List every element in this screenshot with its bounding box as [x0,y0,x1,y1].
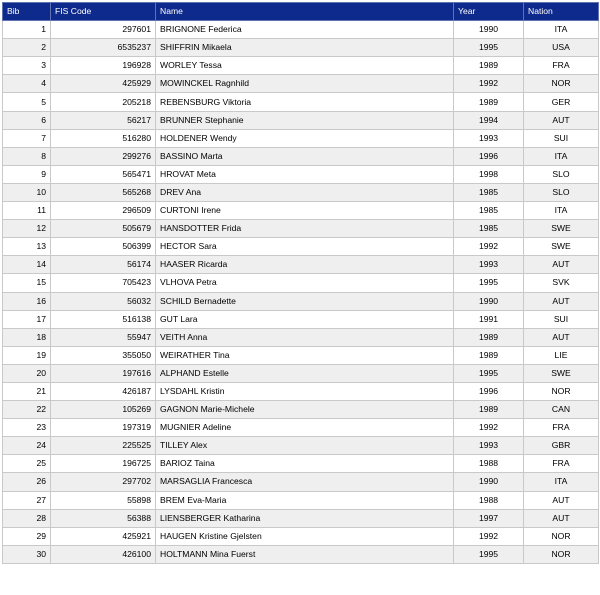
cell-nation: AUT [524,111,599,129]
cell-fis-code: 197319 [51,419,156,437]
cell-name: VEITH Anna [156,328,454,346]
cell-fis-code: 425921 [51,527,156,545]
table-row[interactable] [3,382,599,400]
cell-year: 1985 [454,202,524,220]
cell-fis-code: 197616 [51,364,156,382]
cell-fis-code: 56174 [51,256,156,274]
cell-nation: SVK [524,274,599,292]
cell-name: HOLDENER Wendy [156,129,454,147]
start-list-container [2,2,598,564]
cell-year: 1992 [454,419,524,437]
table-row[interactable] [3,75,599,93]
cell-fis-code: 55898 [51,491,156,509]
cell-fis-code: 565268 [51,183,156,201]
cell-name: HROVAT Meta [156,165,454,183]
cell-bib: 26 [3,473,51,491]
cell-year: 1995 [454,39,524,57]
table-row[interactable] [3,455,599,473]
cell-nation: SUI [524,129,599,147]
cell-name: BRIGNONE Federica [156,21,454,39]
cell-fis-code: 705423 [51,274,156,292]
cell-nation: NOR [524,527,599,545]
cell-year: 1995 [454,364,524,382]
cell-year: 1988 [454,455,524,473]
table-row[interactable] [3,238,599,256]
cell-name: MOWINCKEL Ragnhild [156,75,454,93]
cell-bib: 17 [3,310,51,328]
cell-name: DREV Ana [156,183,454,201]
cell-name: GAGNON Marie-Michele [156,401,454,419]
cell-nation: SWE [524,220,599,238]
cell-year: 1992 [454,527,524,545]
cell-name: BREM Eva-Maria [156,491,454,509]
cell-year: 1992 [454,75,524,93]
table-row[interactable] [3,419,599,437]
cell-fis-code: 565471 [51,165,156,183]
cell-nation: CAN [524,401,599,419]
table-row[interactable] [3,274,599,292]
cell-name: WEIRATHER Tina [156,346,454,364]
cell-bib: 4 [3,75,51,93]
cell-name: BASSINO Marta [156,147,454,165]
table-row[interactable] [3,401,599,419]
cell-year: 1989 [454,93,524,111]
cell-bib: 1 [3,21,51,39]
cell-bib: 14 [3,256,51,274]
cell-name: HOLTMANN Mina Fuerst [156,545,454,563]
table-row[interactable] [3,165,599,183]
cell-bib: 15 [3,274,51,292]
cell-bib: 23 [3,419,51,437]
cell-bib: 12 [3,220,51,238]
cell-fis-code: 506399 [51,238,156,256]
table-row[interactable] [3,473,599,491]
table-row[interactable] [3,202,599,220]
cell-name: BRUNNER Stephanie [156,111,454,129]
table-row[interactable] [3,491,599,509]
cell-fis-code: 205218 [51,93,156,111]
cell-year: 1989 [454,401,524,419]
cell-bib: 24 [3,437,51,455]
cell-fis-code: 426100 [51,545,156,563]
cell-nation: USA [524,39,599,57]
cell-nation: SWE [524,238,599,256]
cell-bib: 5 [3,93,51,111]
cell-name: WORLEY Tessa [156,57,454,75]
cell-fis-code: 297702 [51,473,156,491]
cell-nation: FRA [524,57,599,75]
table-body [3,21,599,564]
cell-nation: NOR [524,545,599,563]
cell-fis-code: 299276 [51,147,156,165]
start-list-table [2,2,599,564]
cell-year: 1997 [454,509,524,527]
cell-fis-code: 516280 [51,129,156,147]
cell-year: 1995 [454,274,524,292]
cell-nation: FRA [524,455,599,473]
table-row[interactable] [3,93,599,111]
cell-name: MUGNIER Adeline [156,419,454,437]
table-row[interactable] [3,527,599,545]
table-row[interactable] [3,57,599,75]
cell-name: HAASER Ricarda [156,256,454,274]
column-header-year[interactable]: Year [454,3,524,21]
cell-nation: AUT [524,328,599,346]
cell-nation: AUT [524,491,599,509]
cell-name: BARIOZ Taina [156,455,454,473]
cell-nation: SLO [524,183,599,201]
cell-nation: LIE [524,346,599,364]
cell-bib: 16 [3,292,51,310]
cell-year: 1989 [454,57,524,75]
cell-fis-code: 56388 [51,509,156,527]
table-row[interactable] [3,346,599,364]
cell-nation: AUT [524,256,599,274]
table-row[interactable] [3,220,599,238]
cell-year: 1989 [454,328,524,346]
table-row[interactable] [3,111,599,129]
cell-year: 1991 [454,310,524,328]
cell-name: SCHILD Bernadette [156,292,454,310]
cell-fis-code: 355050 [51,346,156,364]
cell-name: MARSAGLIA Francesca [156,473,454,491]
column-header-nation[interactable]: Nation [524,3,599,21]
cell-year: 1993 [454,256,524,274]
table-row[interactable] [3,183,599,201]
cell-name: VLHOVA Petra [156,274,454,292]
cell-year: 1993 [454,437,524,455]
column-header-bib[interactable]: Bib [3,3,51,21]
cell-bib: 2 [3,39,51,57]
cell-nation: ITA [524,202,599,220]
cell-year: 1990 [454,473,524,491]
cell-fis-code: 296509 [51,202,156,220]
cell-name: LYSDAHL Kristin [156,382,454,400]
cell-fis-code: 56032 [51,292,156,310]
cell-fis-code: 196928 [51,57,156,75]
cell-name: LIENSBERGER Katharina [156,509,454,527]
table-row[interactable] [3,509,599,527]
cell-name: REBENSBURG Viktoria [156,93,454,111]
cell-bib: 20 [3,364,51,382]
table-row[interactable] [3,310,599,328]
cell-nation: NOR [524,75,599,93]
table-row[interactable] [3,292,599,310]
column-header-fis-code[interactable]: FIS Code [51,3,156,21]
column-header-name[interactable]: Name [156,3,454,21]
cell-fis-code: 105269 [51,401,156,419]
cell-year: 1989 [454,346,524,364]
cell-year: 1990 [454,292,524,310]
cell-bib: 11 [3,202,51,220]
cell-nation: ITA [524,21,599,39]
cell-name: HECTOR Sara [156,238,454,256]
cell-bib: 10 [3,183,51,201]
cell-fis-code: 297601 [51,21,156,39]
cell-name: CURTONI Irene [156,202,454,220]
cell-nation: AUT [524,292,599,310]
cell-year: 1994 [454,111,524,129]
cell-nation: ITA [524,147,599,165]
cell-name: ALPHAND Estelle [156,364,454,382]
table-row[interactable] [3,364,599,382]
cell-year: 1995 [454,545,524,563]
cell-fis-code: 516138 [51,310,156,328]
cell-year: 1985 [454,183,524,201]
cell-nation: GBR [524,437,599,455]
cell-fis-code: 425929 [51,75,156,93]
cell-year: 1996 [454,147,524,165]
cell-bib: 21 [3,382,51,400]
cell-fis-code: 56217 [51,111,156,129]
cell-fis-code: 196725 [51,455,156,473]
cell-bib: 30 [3,545,51,563]
table-row[interactable] [3,21,599,39]
cell-bib: 27 [3,491,51,509]
cell-nation: SWE [524,364,599,382]
cell-fis-code: 55947 [51,328,156,346]
cell-name: GUT Lara [156,310,454,328]
cell-fis-code: 505679 [51,220,156,238]
cell-nation: NOR [524,382,599,400]
cell-bib: 22 [3,401,51,419]
cell-fis-code: 426187 [51,382,156,400]
cell-bib: 19 [3,346,51,364]
cell-fis-code: 225525 [51,437,156,455]
cell-fis-code: 6535237 [51,39,156,57]
cell-bib: 29 [3,527,51,545]
cell-bib: 25 [3,455,51,473]
cell-name: HANSDOTTER Frida [156,220,454,238]
cell-bib: 28 [3,509,51,527]
table-row[interactable] [3,129,599,147]
cell-nation: AUT [524,509,599,527]
cell-nation: FRA [524,419,599,437]
table-header-row [3,3,599,21]
cell-year: 1988 [454,491,524,509]
cell-year: 1990 [454,21,524,39]
table-row[interactable] [3,437,599,455]
cell-bib: 3 [3,57,51,75]
cell-year: 1993 [454,129,524,147]
cell-year: 1992 [454,238,524,256]
table-row[interactable] [3,256,599,274]
table-row[interactable] [3,147,599,165]
cell-name: TILLEY Alex [156,437,454,455]
cell-nation: ITA [524,473,599,491]
cell-bib: 13 [3,238,51,256]
table-row[interactable] [3,545,599,563]
cell-name: HAUGEN Kristine Gjelsten [156,527,454,545]
cell-bib: 6 [3,111,51,129]
cell-nation: GER [524,93,599,111]
table-row[interactable] [3,39,599,57]
cell-name: SHIFFRIN Mikaela [156,39,454,57]
cell-nation: SUI [524,310,599,328]
cell-bib: 8 [3,147,51,165]
cell-year: 1996 [454,382,524,400]
cell-bib: 7 [3,129,51,147]
cell-year: 1985 [454,220,524,238]
cell-bib: 18 [3,328,51,346]
cell-year: 1998 [454,165,524,183]
cell-nation: SLO [524,165,599,183]
table-row[interactable] [3,328,599,346]
cell-bib: 9 [3,165,51,183]
